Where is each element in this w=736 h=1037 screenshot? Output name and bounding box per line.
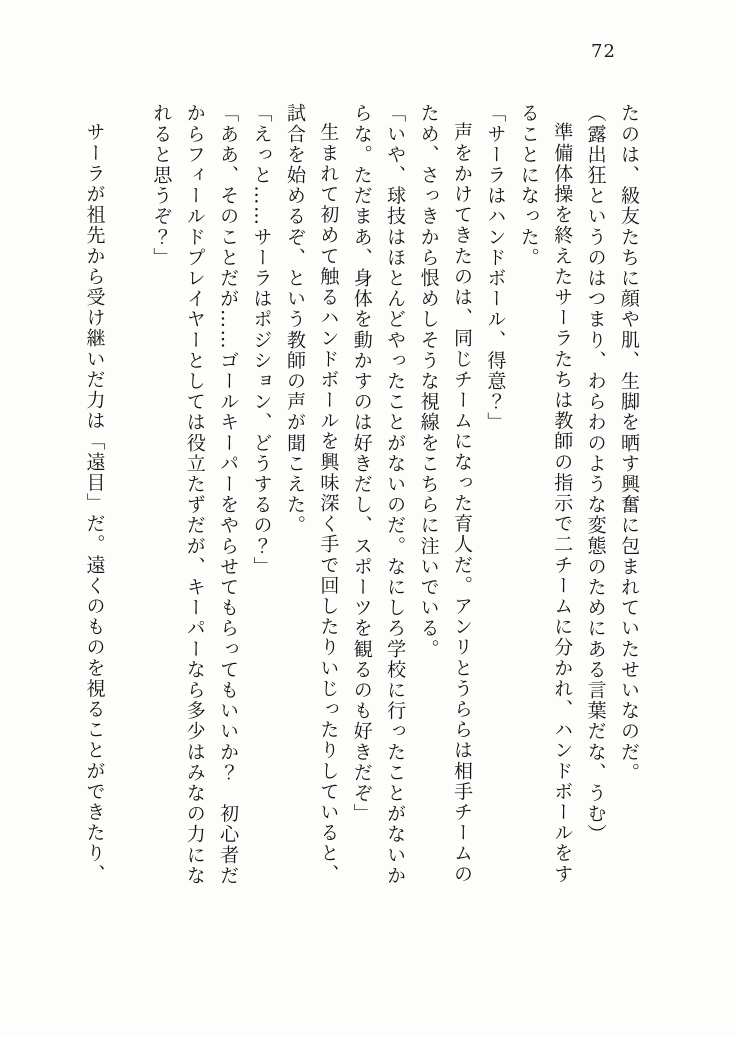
- text-line: れると思うぞ？」: [150, 103, 173, 268]
- text-line: らな。ただまあ、身体を動かすのは好きだし、スポーツを観るのも好きだぞ」: [350, 103, 373, 824]
- text-line: 「えっと……サーラはポジション、どうするの？」: [250, 103, 273, 577]
- text-line: 準備体操を終えたサーラたちは教師の指示で二チームに分かれ、ハンドボールをす: [551, 122, 574, 885]
- page-number: 72: [591, 41, 616, 62]
- text-line: 「ああ、そのことだが……ゴールキーパーをやらせてもらってもいいか？ 初心者だ: [217, 103, 240, 886]
- text-line: （露出狂というのはつまり、わらわのような変態のためにある言葉だな、うむ）: [584, 103, 607, 845]
- text-line: サーラが祖先から受け継いだ力は「遠目」だ。遠くのものを視ることができたり、: [83, 122, 106, 885]
- text-line: 生まれて初めて触るハンドボールを興味深く手で回したりいじったりしていると、: [317, 122, 340, 885]
- text-line: [111, 103, 144, 948]
- text-line: たのは、級友たちに顔や肌、生脚を晒す興奮に包まれていたせいなのだ。: [618, 103, 640, 783]
- text-line: ることになった。: [517, 103, 540, 268]
- text-line: ため、さっきから恨めしそうな視線をこちらに注いでいる。: [417, 103, 440, 660]
- text-line: 試合を始めるぞ、という教師の声が聞こえた。: [283, 103, 306, 536]
- text-line: 声をかけてきたのは、同じチームになった育人だ。アンリとうららは相手チームの: [450, 122, 473, 885]
- text-line: 「いや、球技はほとんどやったことがないのだ。なにしろ学校に行ったことがないか: [384, 103, 407, 886]
- text-line: からフィールドプレイヤーとしては役立たずだが、キーパーなら多少はみなの力にな: [183, 103, 206, 886]
- page-text: [77, 103, 645, 948]
- text-line: 「サーラはハンドボール、得意？」: [484, 103, 507, 433]
